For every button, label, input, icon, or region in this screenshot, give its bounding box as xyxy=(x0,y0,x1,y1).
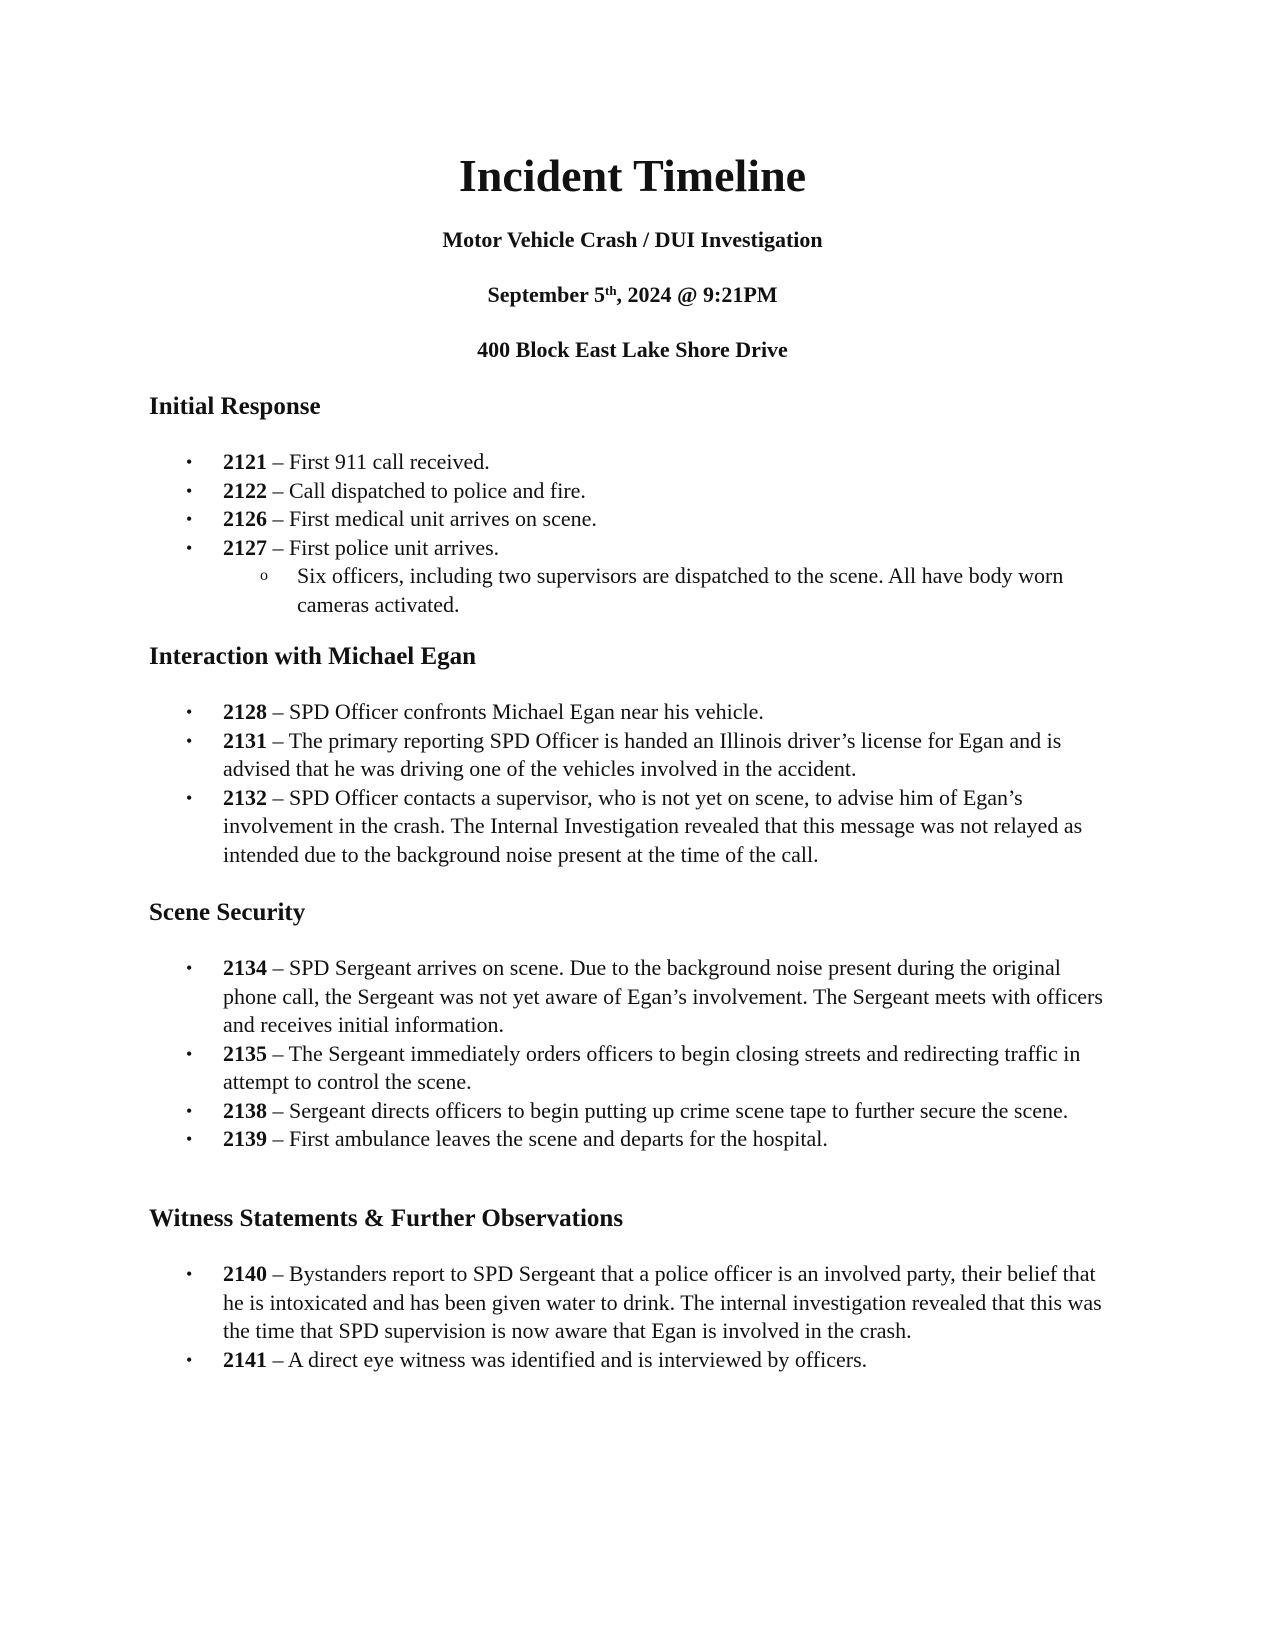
bullet-icon: • xyxy=(186,702,193,722)
list-item xyxy=(149,727,1109,784)
section-heading-interaction: Interaction with Michael Egan xyxy=(149,643,477,670)
entry-text: – First medical unit arrives on scene. xyxy=(267,506,597,531)
entry-text: – A direct eye witness was identified and is interviewed by officers. xyxy=(267,1346,868,1372)
bullet-icon: • xyxy=(186,537,193,558)
entry-text: – Call dispatched to police and fire. xyxy=(267,477,586,503)
timestamp: 2122 xyxy=(223,477,267,503)
bullet-icon: • xyxy=(186,787,193,808)
list-item xyxy=(149,1125,1109,1154)
list-item xyxy=(149,505,1109,534)
section-heading-scene-security: Scene Security xyxy=(149,899,306,926)
timestamp: 2121 xyxy=(223,449,267,474)
entry-text: – Sergeant directs officers to begin putting up crime scene tape to further secure the scene. xyxy=(267,1097,1069,1123)
timestamp: 2138 xyxy=(223,1097,267,1123)
incident-date-rest: , 2024 @ 9:21PM xyxy=(616,282,778,307)
timestamp: 2127 xyxy=(223,534,267,560)
list-item xyxy=(149,1346,1109,1375)
hollow-bullet-icon: o xyxy=(260,567,268,584)
sub-list-item xyxy=(149,562,1109,619)
incident-type: Motor Vehicle Crash / DUI Investigation xyxy=(442,227,823,252)
timestamp: 2135 xyxy=(223,1040,267,1066)
witness-list xyxy=(149,1260,1109,1374)
scene-security-list xyxy=(149,954,1109,1154)
entry-text: – First ambulance leaves the scene and departs for the hospital. xyxy=(267,1126,828,1151)
list-item xyxy=(149,534,1109,563)
entry-text: – First 911 call received. xyxy=(267,449,490,474)
page-title: Incident Timeline xyxy=(458,150,807,201)
entry-text: – The Sergeant immediately orders officers to begin closing streets and redirecting traffic in attempt to control the scene. xyxy=(223,1040,1081,1094)
incident-date-ordinal: th xyxy=(604,283,617,298)
incident-date xyxy=(0,281,1265,309)
bullet-icon: • xyxy=(186,1349,193,1370)
timestamp: 2139 xyxy=(223,1126,267,1151)
section-heading-initial-response: Initial Response xyxy=(149,393,321,420)
list-item xyxy=(149,1260,1109,1346)
section-heading-witness: Witness Statements & Further Observations xyxy=(149,1205,624,1232)
entry-text: – SPD Sergeant arrives on scene. Due to the background noise present during the original phone call, the Sergeant was not yet aware of Egan’s involvement. The Sergeant meets with officers and receives initial information. xyxy=(223,955,1103,1037)
list-item xyxy=(149,784,1109,870)
entry-text: – First police unit arrives. xyxy=(267,534,500,560)
bullet-icon: • xyxy=(186,1264,193,1284)
bullet-icon: • xyxy=(186,452,193,472)
bullet-icon: • xyxy=(186,730,193,751)
timestamp: 2126 xyxy=(223,506,267,531)
list-item xyxy=(149,448,1109,477)
list-item xyxy=(149,698,1109,727)
timestamp: 2141 xyxy=(223,1346,267,1372)
bullet-icon: • xyxy=(186,1100,193,1121)
entry-text: – SPD Officer confronts Michael Egan near his vehicle. xyxy=(267,699,764,724)
bullet-icon: • xyxy=(186,1129,193,1149)
bullet-icon: • xyxy=(186,480,193,501)
list-item xyxy=(149,1097,1109,1126)
list-item xyxy=(149,1040,1109,1097)
incident-location: 400 Block East Lake Shore Drive xyxy=(477,337,788,362)
timestamp: 2131 xyxy=(223,727,267,753)
timestamp: 2134 xyxy=(223,955,267,980)
bullet-icon: • xyxy=(186,509,193,529)
list-item xyxy=(149,954,1109,1040)
initial-response-list xyxy=(149,448,1109,619)
timestamp: 2132 xyxy=(223,784,267,810)
entry-text: – Bystanders report to SPD Sergeant that a police officer is an involved party, their belief that he is intoxicated and has been given water to drink. The internal investigation revealed that this was the time that SPD supervision is now aware that Egan is involved in the crash. xyxy=(223,1261,1102,1343)
bullet-icon: • xyxy=(186,958,193,978)
timestamp: 2140 xyxy=(223,1261,267,1286)
entry-text: – The primary reporting SPD Officer is handed an Illinois driver’s license for Egan and is advised that he was driving one of the vehicles involved in the accident. xyxy=(223,727,1062,781)
entry-text: Six officers, including two supervisors are dispatched to the scene. All have body worn cameras activated. xyxy=(297,563,1064,617)
entry-text: – SPD Officer contacts a supervisor, who is not yet on scene, to advise him of Egan’s involvement in the crash. The Internal Investigation revealed that this message was not relayed as intended due to the background noise present at the time of the call. xyxy=(223,784,1083,867)
incident-date-main: September 5 xyxy=(487,282,605,307)
timestamp: 2128 xyxy=(223,699,267,724)
interaction-list xyxy=(149,698,1109,869)
list-item xyxy=(149,477,1109,506)
bullet-icon: • xyxy=(186,1043,193,1064)
